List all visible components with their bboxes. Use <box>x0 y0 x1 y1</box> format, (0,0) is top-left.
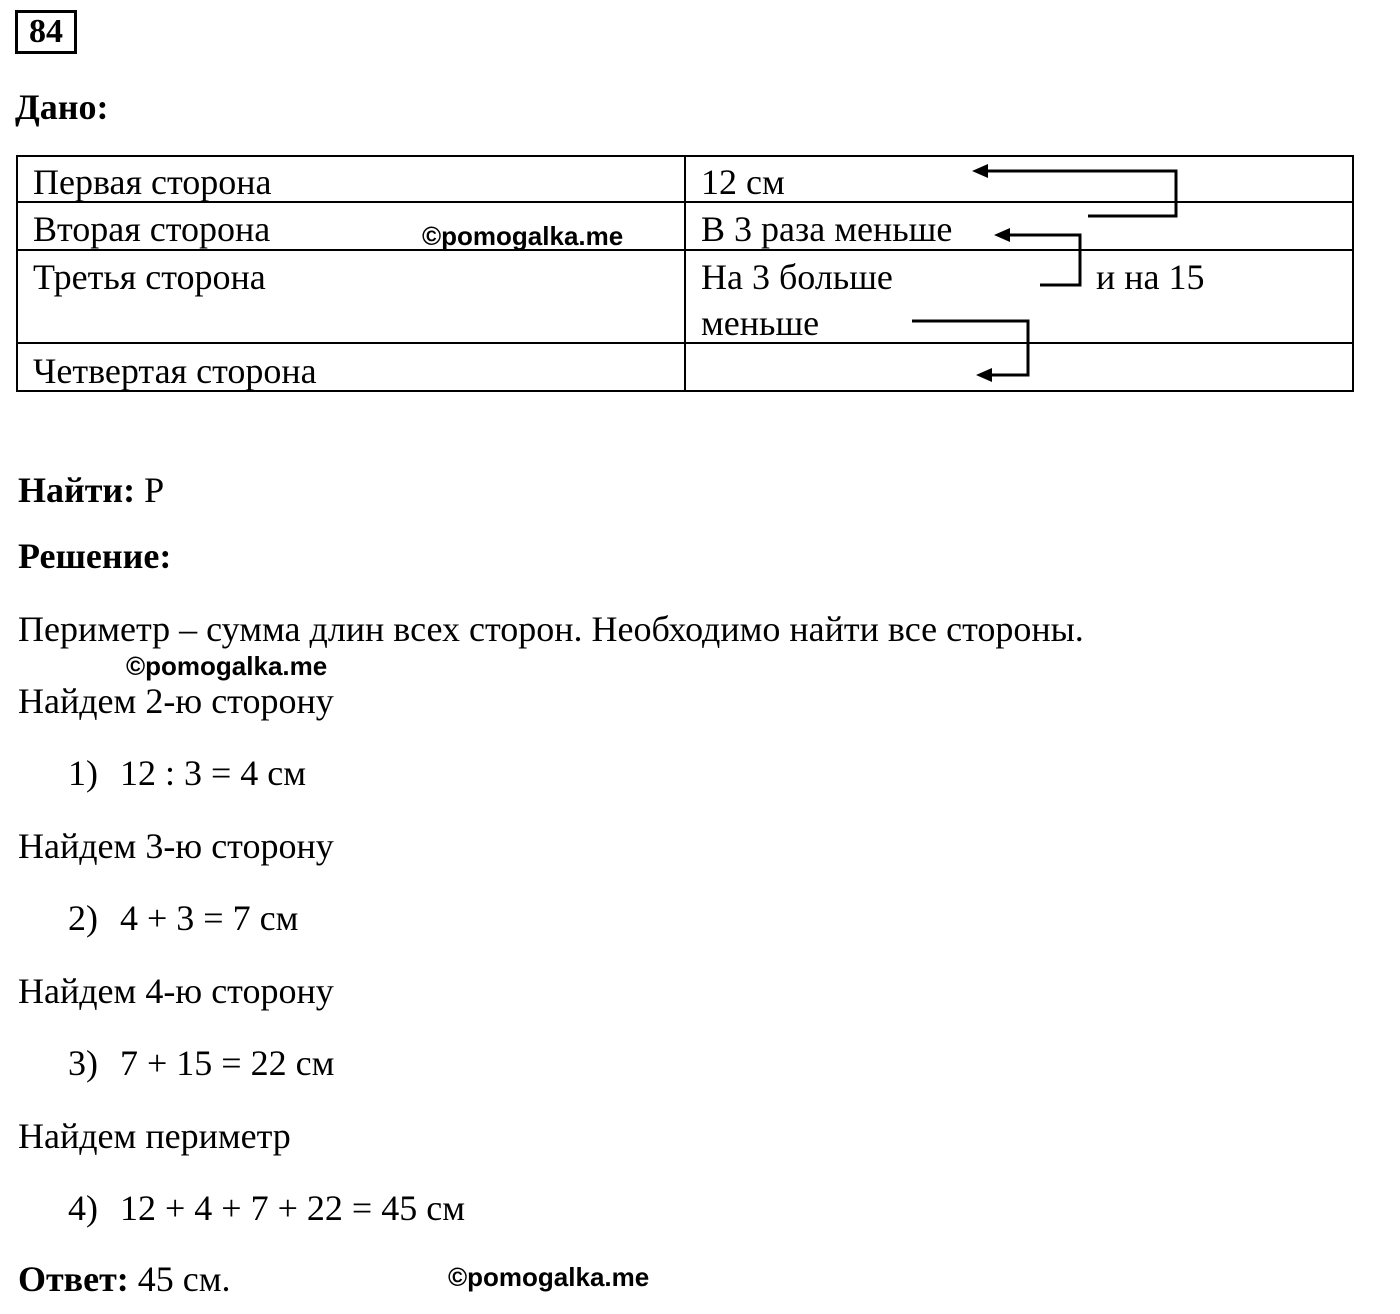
step-number: 3) <box>68 1043 98 1083</box>
row-fourth-label: Четвертая сторона <box>33 351 317 391</box>
find-value: Р <box>144 470 165 510</box>
step-expression: 12 : 3 = 4 см <box>120 753 307 793</box>
row-second-value: В 3 раза меньше <box>701 209 953 249</box>
arrow-second-to-third <box>1008 235 1080 285</box>
arrow-head-third <box>976 368 992 382</box>
answer-value: 45 см. <box>137 1259 231 1299</box>
find-label: Найти: <box>18 470 136 510</box>
arrow-first-to-second <box>986 171 1176 216</box>
side-note: и на 15 <box>1096 257 1205 297</box>
step-line <box>68 752 306 794</box>
row-first-label: Первая сторона <box>33 162 272 202</box>
given-heading: Дано: <box>15 87 109 127</box>
row-third-label: Третья сторона <box>33 257 266 297</box>
step-number: 4) <box>68 1188 98 1228</box>
row-third-value-line2: меньше <box>701 303 820 343</box>
step-line <box>68 1187 465 1229</box>
step-caption: Найдем 2-ю сторону <box>18 681 334 721</box>
step-caption: Найдем 3-ю сторону <box>18 826 334 866</box>
row-first-value: 12 см <box>701 162 785 202</box>
arrow-head-first <box>972 164 988 178</box>
step-line <box>68 897 298 939</box>
answer-line <box>18 1258 231 1300</box>
find-line <box>18 469 164 511</box>
watermark: ©pomogalka.me <box>422 221 624 251</box>
answer-label: Ответ: <box>18 1259 129 1299</box>
arrow-head-second <box>994 228 1010 242</box>
watermark: ©pomogalka.me <box>448 1262 650 1292</box>
solution-intro: Периметр – сумма длин всех сторон. Необходимо найти все стороны. <box>18 609 1084 649</box>
step-expression: 12 + 4 + 7 + 22 = 45 см <box>120 1188 465 1228</box>
problem-number: 84 <box>15 10 77 54</box>
step-caption: Найдем периметр <box>18 1116 291 1156</box>
solution-heading: Решение: <box>18 536 172 576</box>
row-second-label: Вторая сторона <box>33 209 271 249</box>
step-expression: 7 + 15 = 22 см <box>120 1043 335 1083</box>
step-line <box>68 1042 334 1084</box>
step-number: 2) <box>68 898 98 938</box>
step-caption: Найдем 4-ю сторону <box>18 971 334 1011</box>
step-expression: 4 + 3 = 7 см <box>120 898 299 938</box>
watermark: ©pomogalka.me <box>126 651 328 681</box>
row-third-value-line1: На 3 больше <box>701 257 893 297</box>
arrow-third-to-fourth <box>912 321 1028 375</box>
step-number: 1) <box>68 753 98 793</box>
